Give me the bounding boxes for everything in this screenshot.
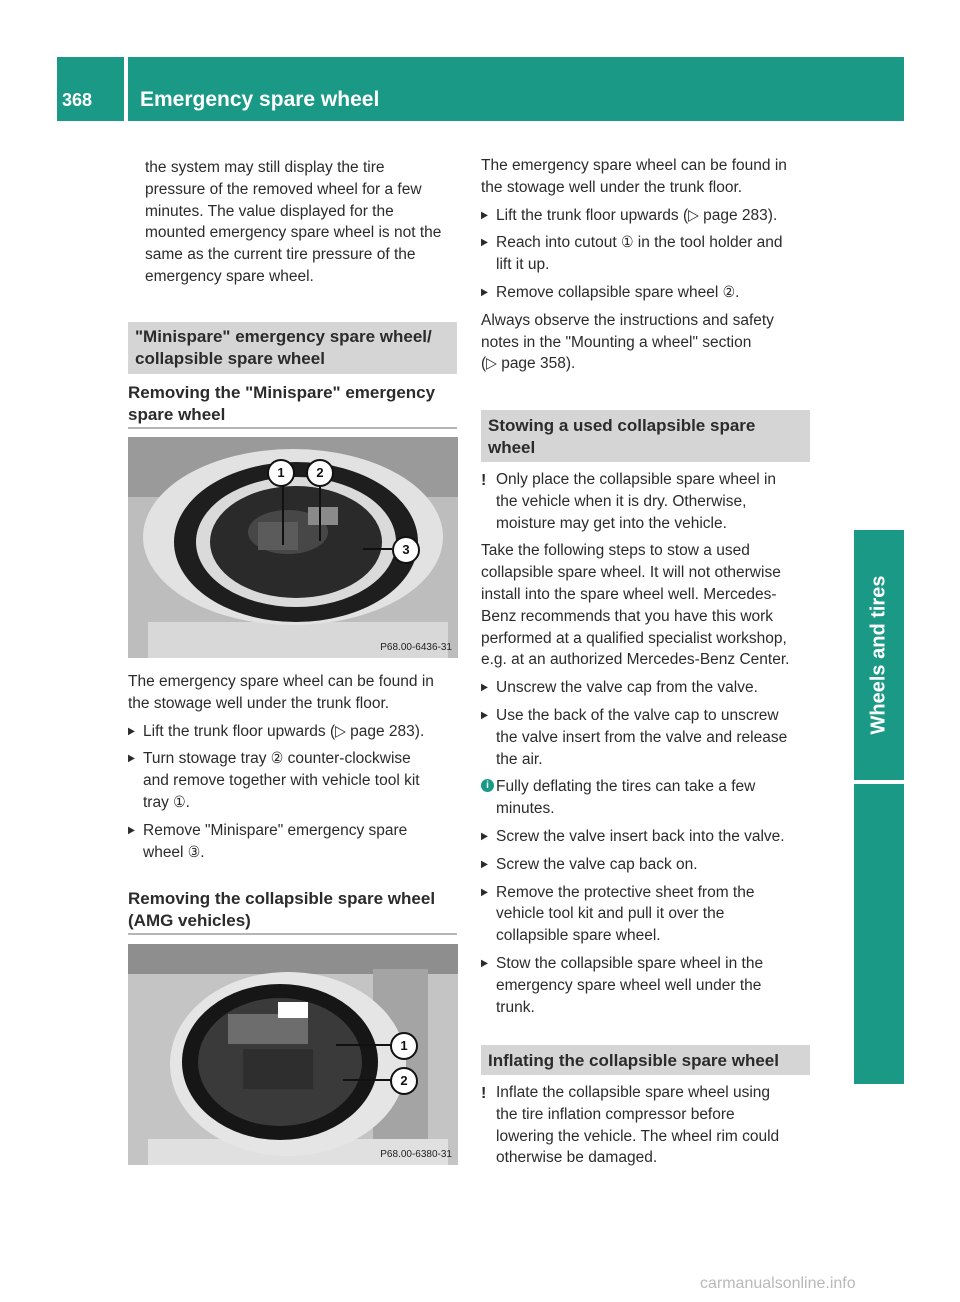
bullet-item [128,721,460,743]
text-line: install into the spare wheel well. Mercedes- [481,585,777,603]
bullet-item [481,826,816,848]
page-number: 368 [62,90,93,110]
text-line: ▶ Lift the trunk floor upwards (▷ page 283). [143,722,425,740]
text-line: collapsible spare wheel. [496,927,661,945]
paragraph [481,155,816,199]
subheading-rule [128,427,457,429]
text-line: the stowage well under the trunk floor. [128,694,390,712]
warning-note [481,469,816,534]
text-line: same as the current tire pressure of the [145,246,416,264]
text-line: the valve insert from the valve and release [496,728,788,746]
text-line: (▷ page 358). [481,355,576,373]
text-line: the stowage well under the trunk floor. [481,178,743,196]
bullet-item [481,282,816,304]
subheading-rule [128,933,457,935]
text-line: otherwise be damaged. [496,1149,658,1167]
photo-caption: P68.00-6380-31 [380,1149,452,1160]
photo-minispare-well [128,437,458,658]
text-line: the vehicle when it is dry. Otherwise, [496,492,747,510]
text-line: vehicle tool kit and pull it over the [496,905,725,923]
text-line: emergency spare wheel. [145,267,314,285]
text-line: Inflate the collapsible spare wheel using [496,1084,771,1101]
paragraph [128,671,460,715]
section-heading-stowing [481,410,810,462]
heading-line: Removing the "Minispare" emergency [128,383,436,402]
subheading-removing-collapsible [128,888,458,932]
chapter-tab-label: Wheels and tires [867,575,890,735]
left-body [128,671,460,863]
text-line: emergency spare wheel well under the [496,976,762,994]
text-line: ▶ Remove "Minispare" emergency spare [143,821,408,839]
heading-line: wheel [488,438,536,457]
chapter-tab [854,530,904,780]
right-body-bottom [481,1082,816,1169]
text-line: ▶ Unscrew the valve cap from the valve. [496,679,758,697]
text-line: Always observe the instructions and safety [481,311,774,329]
header-divider [124,57,128,121]
text-line: lift it up. [496,256,550,274]
text-line: trunk. [496,998,535,1016]
bullet-item [481,953,816,1018]
text-line: Only place the collapsible spare wheel in [496,471,777,488]
warning-icon: ! [481,472,487,489]
photo-caption: P68.00-6436-31 [380,642,452,653]
watermark: carmanualsonline.info [700,1275,856,1292]
text-line: performed at a qualified specialist workshop, [481,629,787,647]
heading-line: "Minispare" emergency spare wheel/ [135,327,432,346]
text-line: ▶ Stow the collapsible spare wheel in the [496,954,764,972]
callout-1: 1 [390,1032,418,1060]
text-line: ▶ Screw the valve cap back on. [496,855,698,873]
heading-line: collapsible spare wheel [135,349,325,368]
intro-paragraph [145,157,465,288]
bullet-item [481,677,816,699]
text-line: e.g. at an authorized Mercedes-Benz Center. [481,651,790,669]
text-line: Benz recommends that you have this work [481,607,774,625]
text-line: lowering the vehicle. The wheel rim could [496,1127,780,1145]
text-line: moisture may get into the vehicle. [496,514,727,532]
text-line: ▶ Screw the valve insert back into the valve. [496,827,785,845]
text-line: ▶ Use the back of the valve cap to unscrew [496,706,779,724]
text-line: Take the following steps to stow a used [481,542,750,560]
section-heading-minispare [128,322,457,374]
heading-line: (AMG vehicles) [128,911,251,930]
page-title: Emergency spare wheel [140,88,380,111]
text-line: ▶ Remove the protective sheet from the [496,883,755,901]
text-line: ▶ Lift the trunk floor upwards (▷ page 283). [496,206,778,224]
bullet-item [481,232,816,276]
photo-collapsible-well [128,944,458,1165]
subheading-removing-minispare [128,382,458,426]
text-line: ▶ Reach into cutout ① in the tool holder and [496,234,783,252]
chapter-tab-block [854,784,904,1084]
bullet-item [481,854,816,876]
warning-icon: ! [481,1085,487,1102]
text-line: ▶ Remove collapsible spare wheel ②. [496,283,740,301]
callout-2: 2 [306,459,334,487]
text-line: the tire inflation compressor before [496,1105,735,1123]
heading-line: Inflating the collapsible spare wheel [488,1051,779,1070]
bullet-item [481,205,816,227]
bullet-item [481,705,816,770]
section-heading-inflating [481,1045,810,1075]
text-line: ▶ Turn stowage tray ② counter-clockwise [143,750,411,768]
text-line: The emergency spare wheel can be found in [128,673,434,690]
text-line: tray ①. [143,793,190,811]
info-note [481,776,816,820]
heading-line: spare wheel [128,405,226,424]
bullet-item [128,820,460,864]
paragraph [481,540,816,671]
text-line: minutes. The value displayed for the [145,202,394,220]
text-line: wheel ③. [143,843,205,861]
text-line: Fully deflating the tires can take a few [496,778,756,796]
right-body-top [481,155,816,375]
warning-note [481,1082,816,1169]
text-line: mounted emergency spare wheel is not the [145,224,442,242]
callout-3: 3 [392,536,420,564]
text-line: pressure of the removed wheel for a few [145,180,422,198]
text-line: The emergency spare wheel can be found in [481,157,787,174]
text-line: minutes. [496,800,555,818]
bullet-item [481,882,816,947]
text-line: collapsible spare wheel. It will not otherwise [481,564,781,582]
heading-line: Removing the collapsible spare wheel [128,889,436,908]
paragraph [481,310,816,375]
text-line: the air. [496,750,543,768]
callout-1: 1 [267,459,295,487]
bullet-item [128,748,460,813]
text-line: the system may still display the tire [145,159,385,176]
info-icon: i [481,779,494,792]
text-line: notes in the "Mounting a wheel" section [481,333,752,351]
callout-2: 2 [390,1067,418,1095]
heading-line: Stowing a used collapsible spare [488,416,756,435]
right-body-mid [481,469,816,1018]
text-line: and remove together with vehicle tool kit [143,772,420,790]
